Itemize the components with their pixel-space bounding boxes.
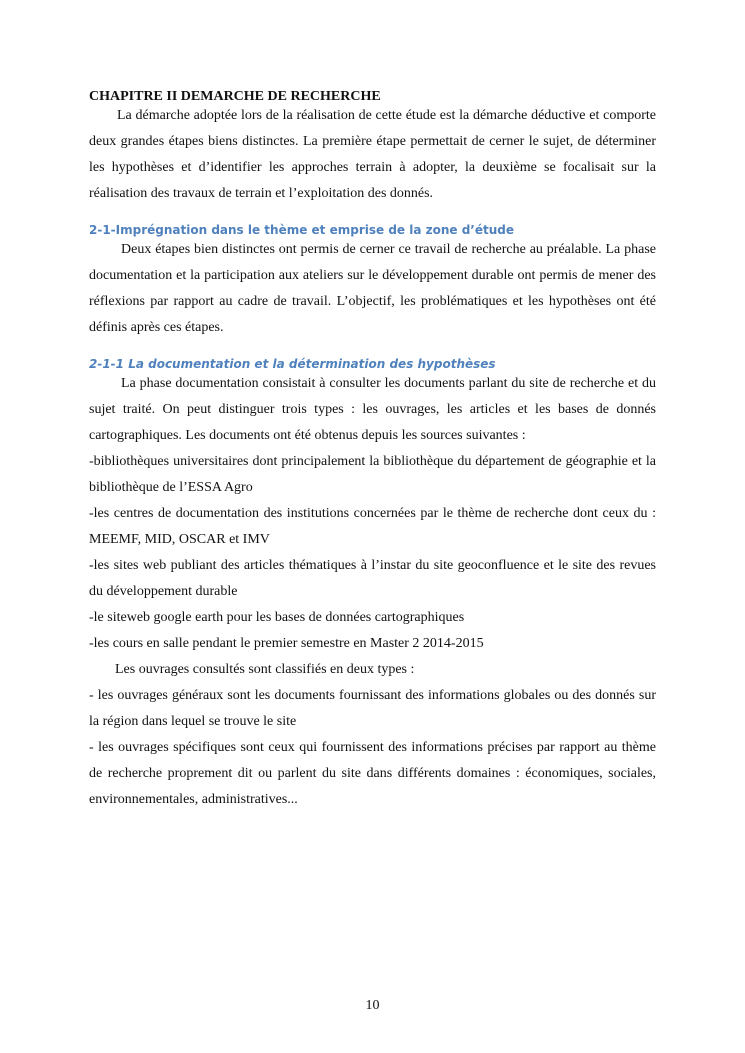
page-content — [89, 88, 656, 813]
source-item: -les sites web publiant des articles thématiques à l’instar du site geoconfluence et le site des revues du développement durable — [89, 558, 656, 599]
subsection-heading: 2-1-1 La documentation et la détermination des hypothèses — [89, 357, 496, 371]
section-paragraph: Deux étapes bien distinctes ont permis de cerner ce travail de recherche au préalable. La phase documentation et la participation aux ateliers sur le développement durable ont permis de mener des réflexions par rapport au cadre de travail. L’objectif, les problématiques et les hypothèses ont été définis après ces étapes. — [89, 242, 656, 335]
type-item: - les ouvrages spécifiques sont ceux qui fournissent des informations précises par rapport au thème de recherche proprement dit ou parlent du site dans différents domaines : économiques, sociales, environnementales, administratives... — [89, 740, 656, 807]
type-item: - les ouvrages généraux sont les documents fournissant des informations globales ou des donnés sur la région dans lequel se trouve le site — [89, 688, 656, 729]
source-item: -bibliothèques universitaires dont principalement la bibliothèque du département de géographie et la bibliothèque de l’ESSA Agro — [89, 454, 656, 495]
section-heading: 2-1-Imprégnation dans le thème et emprise de la zone d’étude — [89, 223, 514, 237]
source-item: -les centres de documentation des institutions concernées par le thème de recherche dont ceux du : MEEMF, MID, OSCAR et IMV — [89, 506, 656, 547]
chapter-title: CHAPITRE II DEMARCHE DE RECHERCHE — [89, 89, 381, 104]
classification-intro: Les ouvrages consultés sont classifiés en deux types : — [115, 662, 415, 677]
source-item: -le siteweb google earth pour les bases de données cartographiques — [89, 610, 465, 625]
subsection-paragraph: La phase documentation consistait à consulter les documents parlant du site de recherche et du sujet traité. On peut distinguer trois types : les ouvrages, les articles et les bases de donnés cartographiques. Les documents ont été obtenus depuis les sources suivantes : — [89, 376, 656, 443]
source-item: -les cours en salle pendant le premier semestre en Master 2 2014-2015 — [89, 636, 484, 651]
page-number: 10 — [365, 998, 380, 1013]
intro-paragraph: La démarche adoptée lors de la réalisation de cette étude est la démarche déductive et comporte deux grandes étapes biens distinctes. La première étape permettait de cerner le sujet, de déterminer les hypothèses et d’identifier les approches terrain à adopter, la deuxième se focalisait sur la réalisation des travaux de terrain et l’exploitation des donnés. — [89, 108, 656, 201]
